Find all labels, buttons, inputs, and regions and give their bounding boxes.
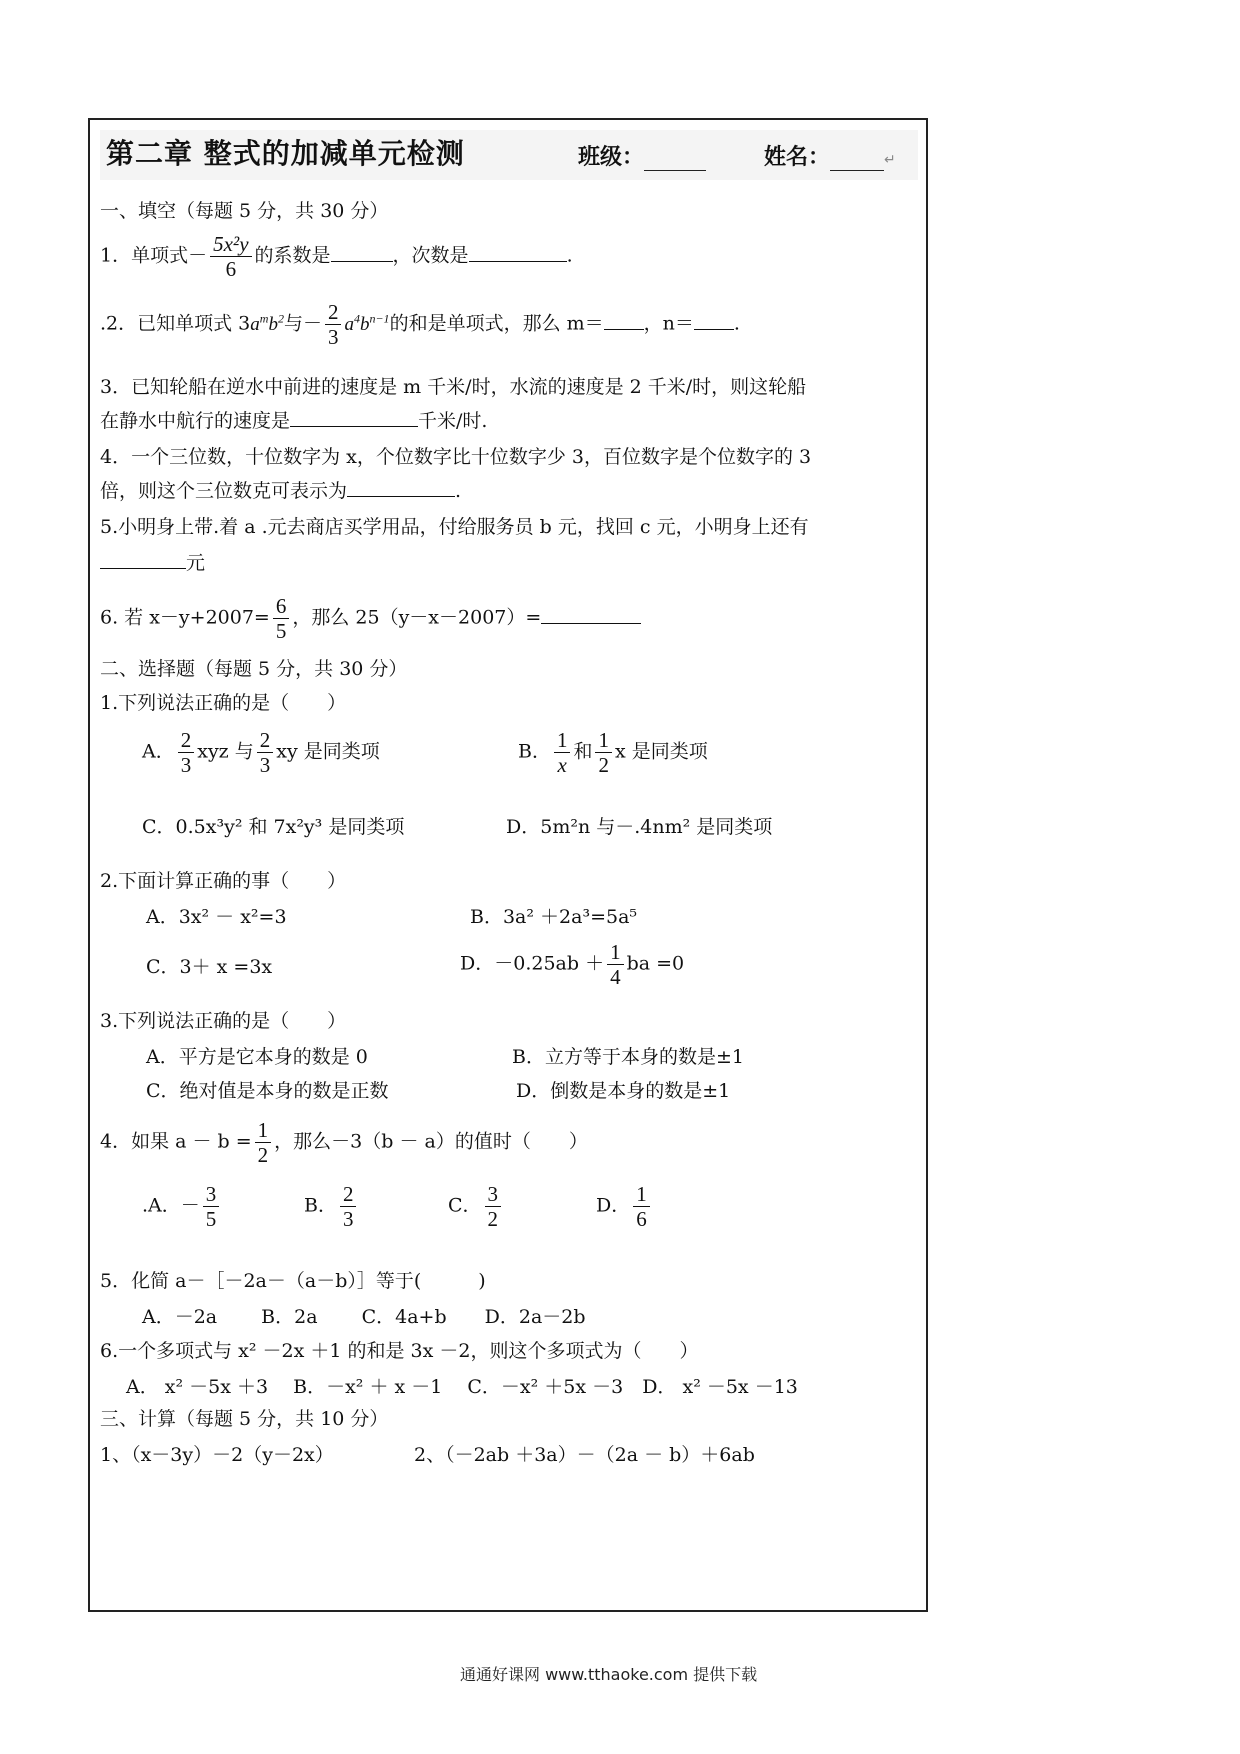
s2-q4-c-den: 2 [487,1207,499,1232]
s1-q2-text-b: 与－ [283,312,322,335]
s2-q4-b-label: B． [304,1194,337,1217]
s2-q2-option-d[interactable] [460,940,684,989]
s1-q2-frac-den: 3 [327,325,339,350]
class-label: 班级： [578,145,645,170]
s1-q5-line1: 5.小明身上带.着 a .元去商店买学用品，付给服务员 b 元，找回 c 元，小明身上还有 [100,516,809,538]
s2-q1-stem: 1.下列说法正确的是（ ） [100,692,347,714]
s1-q6-text-b: ，那么 25（y－x－2007）= [292,606,542,629]
s1-q1-text-a: 1．单项式－ [100,244,208,267]
s1-q4-line1: 4．一个三位数，十位数字为 x，个位数字比十位数字少 3，百位数字是个位数字的 3 [100,446,812,468]
s3-q2: 2、（－2ab ＋3a）－（2a － b）＋6ab [414,1444,755,1466]
s2-q4-stem [100,1118,588,1167]
s2-q3-option-a[interactable]: A．平方是它本身的数是 0 [146,1046,368,1068]
s1-q4-line2 [100,476,461,503]
page-title: 第二章 整式的加减单元检测 [106,137,465,170]
s2-q3-stem: 3.下列说法正确的是（ ） [100,1010,347,1032]
s2-q1-option-b[interactable]: B． $\frac{1}{x}$ 和 $\frac{1}{2}$ x 是同类项 [518,728,708,778]
s2-q5-stem: 5．化简 a－［－2a－（a－b）］等于( ) [100,1270,486,1292]
footer-credit: 通通好课网 www.tthaoke.com 提供下载 [460,1665,758,1684]
s1-q2-term-2: $a^4b^{n-1}$ [344,311,390,335]
name-field: 姓名： ↵ [764,145,896,170]
s1-q2-frac-num: 2 [325,300,342,325]
s1-q4-text-a: 倍，则这个三位数克可表示为 [100,480,348,502]
s2-q4-den: 2 [257,1143,269,1168]
s2-q2-stem: 2.下面计算正确的事（ ） [100,870,347,892]
s1-q1-blank-2[interactable] [469,243,567,262]
s2-q2-d-num: 1 [607,940,624,965]
s2-q2-d-den: 4 [610,965,621,990]
s1-q6-frac-den: 5 [275,619,287,644]
s1-q5-blank[interactable] [100,550,186,569]
s2-q4-option-b[interactable] [304,1182,359,1231]
s2-q4-d-den: 6 [636,1207,647,1232]
s1-q1-text-d: . [566,244,573,267]
s1-q1-text-b: 的系数是 [254,244,331,267]
s2-q2-d-text-b: ba =0 [626,952,685,975]
s1-q2-text-a: .2．已知单项式 3 [100,312,251,335]
s2-q6-stem: 6.一个多项式与 x² －2x ＋1 的和是 3x －2，则这个多项式为（ ） [100,1340,699,1362]
s2-q2-d-text-a: D．－0.25ab ＋ [460,952,605,975]
section2-heading: 二、选择题（每题 5 分，共 30 分） [100,658,408,680]
s1-q3-line2 [100,406,487,433]
s1-q6-frac-num: 6 [273,594,290,619]
s2-q4-a-num: 3 [203,1182,220,1207]
s1-q1-frac-num: 5x²y [210,232,251,257]
s1-q2-text-e: . [733,312,740,335]
class-blank[interactable] [644,148,706,171]
s2-q2-option-c[interactable]: C．3＋ x =3x [146,956,273,978]
s1-q3-text-a: 在静水中航行的速度是 [100,410,291,432]
s2-q2-option-b[interactable]: B．3a² ＋2a³=5a⁵ [470,906,638,928]
s2-q1-option-a[interactable]: A． $\frac{2}{3}$ xyz 与 $\frac{2}{3}$ xy 是同类项 [142,728,380,778]
name-label: 姓名： [764,145,831,170]
s2-q1-b-tail: x 是同类项 [614,740,708,763]
s2-q1-b-text: 和 [573,740,593,763]
s2-q4-option-d[interactable] [596,1182,653,1231]
s2-q4-b-den: 3 [342,1207,354,1232]
s1-q5-text: 元 [186,552,206,574]
s2-q1-a-tail: xy 是同类项 [276,740,380,763]
s1-q5-line2 [100,548,205,575]
s1-q1-frac-den: 6 [225,257,237,282]
s1-q3-text-b: 千米/时. [418,410,488,432]
s1-q6-blank[interactable] [541,605,641,624]
s2-q2-option-a[interactable]: A．3x² － x²=3 [146,906,287,928]
s1-q3-blank[interactable] [290,408,418,427]
s1-q1-text-c: ，次数是 [392,244,469,267]
s2-q4-c-num: 3 [485,1182,502,1207]
s2-q1-a-text: xyz 与 [197,740,254,763]
s1-q2-fraction [325,300,342,349]
s1-q2-blank-m[interactable] [604,311,644,330]
s2-q4-a-label: .A．－ [142,1194,200,1217]
s2-q4-num: 1 [255,1118,272,1143]
s2-q4-d-label: D． [596,1194,631,1217]
section1-heading: 一、填空（每题 5 分，共 30 分） [100,200,389,222]
s1-q2-text-d: ，n＝ [643,312,694,335]
s2-q4-b-num: 2 [340,1182,357,1207]
s1-q6-fraction [273,594,290,643]
s2-q4-option-a[interactable] [142,1182,222,1231]
s1-q1 [100,232,573,281]
s1-q1-fraction [210,232,251,281]
s1-q1-blank-1[interactable] [331,243,393,262]
s1-q2 [100,300,740,349]
s2-q3-option-b[interactable]: B．立方等于本身的数是±1 [512,1046,744,1068]
s2-q4-stem-b: ，那么－3（b － a）的值时（ ） [274,1130,588,1153]
s1-q3-line1: 3．已知轮船在逆水中前进的速度是 m 千米/时，水流的速度是 2 千米/时，则这轮船 [100,376,807,398]
s2-q4-d-num: 1 [633,1182,650,1207]
class-field [578,140,706,171]
s1-q6 [100,594,641,643]
name-blank[interactable] [830,148,884,171]
s3-q1: 1、（x－3y）－2（y－2x） [100,1444,334,1466]
s1-q2-term-1: $a^mb^2$ [250,311,284,335]
s2-q4-stem-a: 4．如果 a － b = [100,1130,252,1153]
s2-q3-option-d[interactable]: D．倒数是本身的数是±1 [516,1080,731,1102]
s1-q6-text-a: 6. 若 x－y+2007= [100,606,270,629]
s1-q4-blank[interactable] [347,478,455,497]
s2-q1-option-d[interactable]: D．5m²n 与－.4nm² 是同类项 [506,816,773,838]
s2-q4-option-c[interactable] [448,1182,504,1231]
s1-q2-text-c: 的和是单项式，那么 m＝ [389,312,604,335]
s1-q4-text-b: . [455,480,462,502]
s2-q6-options[interactable]: A． x² －5x ＋3 B．－x² ＋ x －1 C．－x² ＋5x －3 D． x² －5x －13 [126,1376,798,1398]
s2-q4-a-den: 5 [205,1207,217,1232]
s2-q4-c-label: C． [448,1194,482,1217]
s2-q3-option-c[interactable]: C．绝对值是本身的数是正数 [146,1080,389,1102]
section3-heading: 三、计算（每题 5 分，共 10 分） [100,1408,389,1430]
s2-q5-options[interactable]: A．－2a B．2a C．4a+b D．2a－2b [142,1306,586,1328]
s2-q1-option-c[interactable]: C．0.5x³y² 和 7x²y³ 是同类项 [142,816,405,838]
s1-q2-blank-n[interactable] [694,311,734,330]
